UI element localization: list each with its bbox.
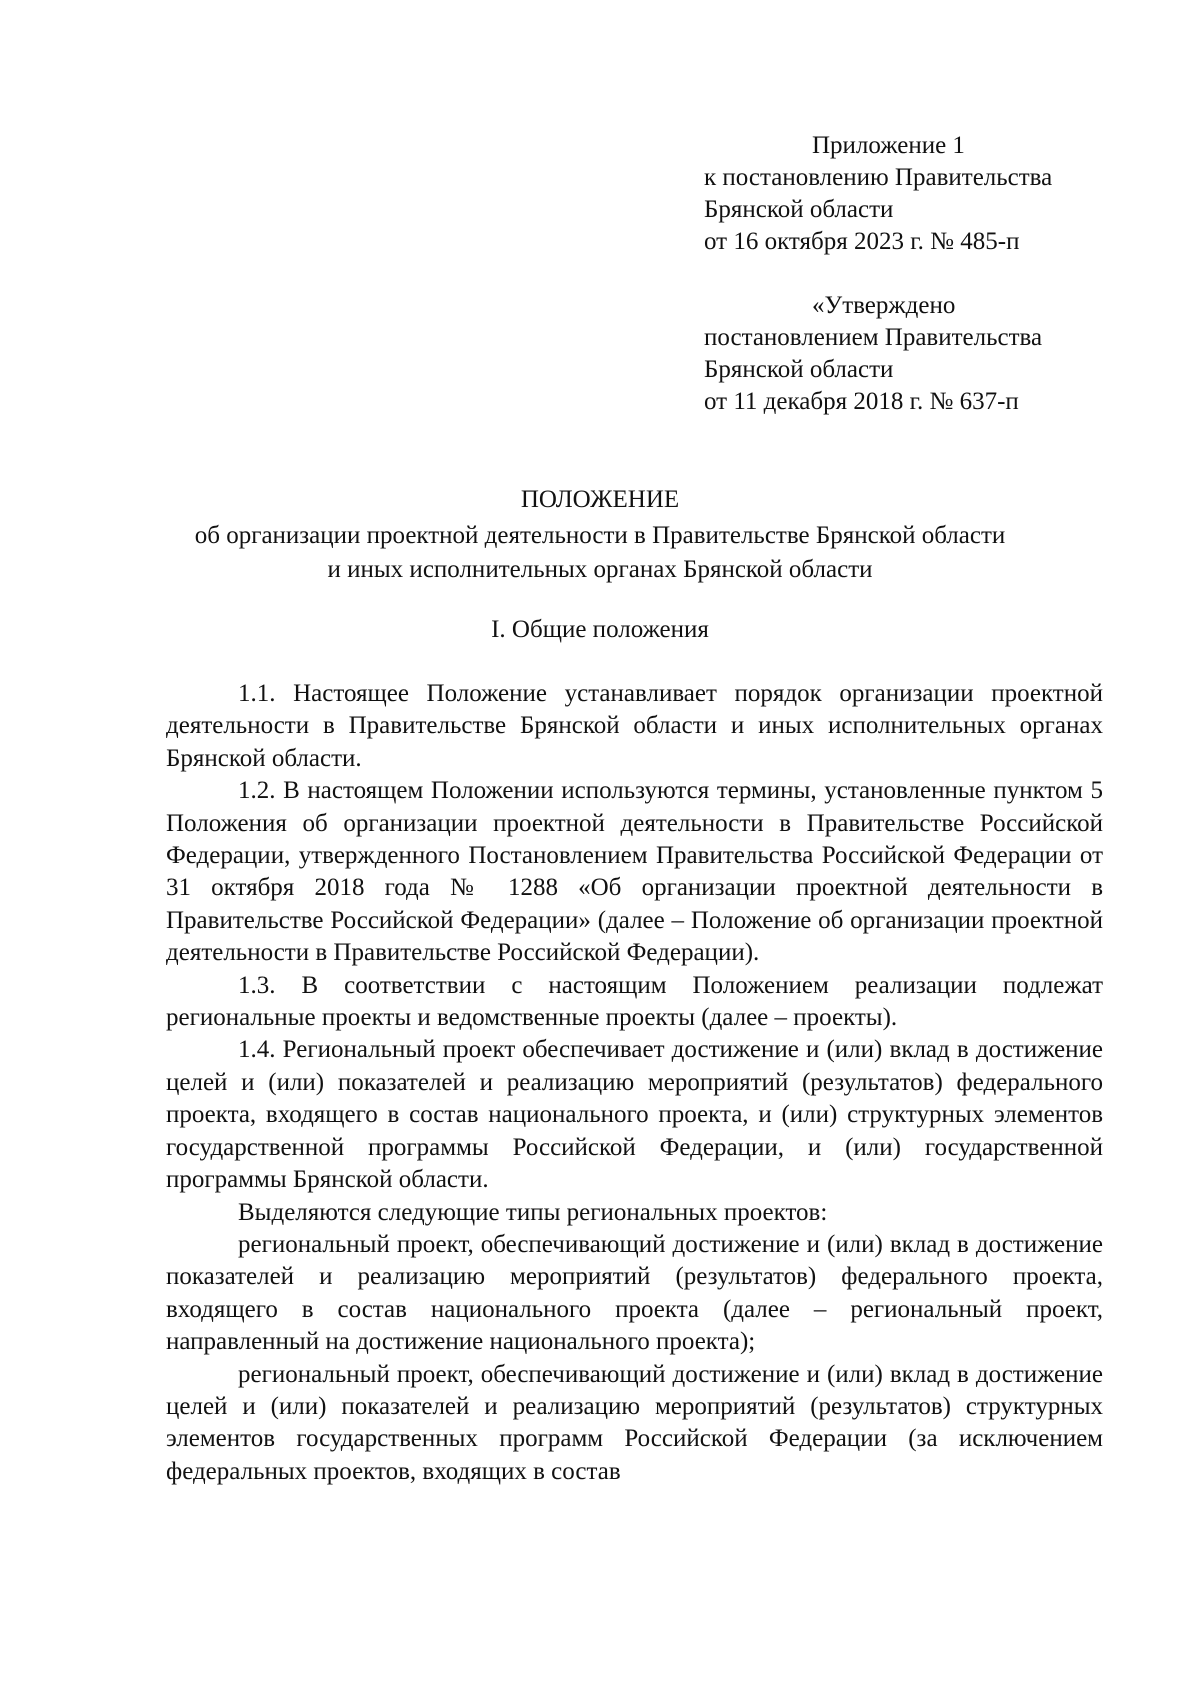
document-subtitle-line-2: и иных исполнительных органах Брянской области bbox=[327, 556, 873, 583]
annex-date-line: от 16 октября 2023 г. № 485-п bbox=[704, 228, 1020, 255]
annex-region-line: Брянской области bbox=[704, 196, 894, 223]
paragraph-1-1: 1.1. Настоящее Положение устанавливает порядок организации проектной деятельности в Правительстве Брянской области и иных исполнительных органах Брянской области. bbox=[166, 680, 1103, 772]
annex-ref-line: к постановлению Правительства bbox=[704, 164, 1053, 191]
document-subtitle-line-1: об организации проектной деятельности в Правительстве Брянской области bbox=[194, 522, 1006, 549]
annex-block bbox=[704, 130, 1052, 258]
approved-block bbox=[704, 290, 1042, 418]
approved-label: «Утверждено bbox=[812, 292, 956, 319]
annex-number: Приложение 1 bbox=[812, 132, 965, 159]
approved-ref-line: постановлением Правительства bbox=[704, 324, 1043, 351]
paragraph-1-2: 1.2. В настоящем Положении используются термины, установленные пунктом 5 Положения об организации проектной деятельности в Правительстве Российской Федерации, утвержденного Постановлением Правительства Российской Федерации от 31 октября 2018 года № 1288 «Об организации проектной деятельности в Правительстве Российской Федерации» (далее – Положение об организации проектной деятельности в Правительстве Российской Федерации). bbox=[166, 777, 1103, 967]
paragraph-type-national: региональный проект, обеспечивающий достижение и (или) вклад в достижение показателей и реализацию мероприятий (результатов) федерального проекта, входящего в состав национального проекта (далее – региональный проект, направленный на достижение национального проекта); bbox=[166, 1230, 1103, 1356]
document-title: ПОЛОЖЕНИЕ bbox=[520, 486, 680, 513]
paragraph-types-intro: Выделяются следующие типы региональных проектов: bbox=[238, 1198, 828, 1226]
paragraph-type-state-program: региональный проект, обеспечивающий достижение и (или) вклад в достижение целей и (или) показателей и реализацию мероприятий (результатов) структурных элементов государственных программ Российской Федерации (за исключением федеральных проектов, входящих в состав bbox=[166, 1360, 1103, 1485]
section-heading: I. Общие положения bbox=[491, 616, 709, 643]
paragraph-1-4: 1.4. Региональный проект обеспечивает достижение и (или) вклад в достижение целей и (или) показателей и реализацию мероприятий (результатов) федерального проекта, входящего в состав национального проекта, и (или) структурных элементов государственной программы Российской Федерации, и (или) государственной программы Брянской области. bbox=[166, 1036, 1103, 1194]
document-body bbox=[166, 678, 1103, 1488]
paragraph-1-3: 1.3. В соответствии с настоящим Положением реализации подлежат региональные проекты и ведомственные проекты (далее – проекты). bbox=[166, 971, 1103, 1032]
approved-date-line: от 11 декабря 2018 г. № 637-п bbox=[704, 388, 1019, 415]
approved-region-line: Брянской области bbox=[704, 356, 894, 383]
